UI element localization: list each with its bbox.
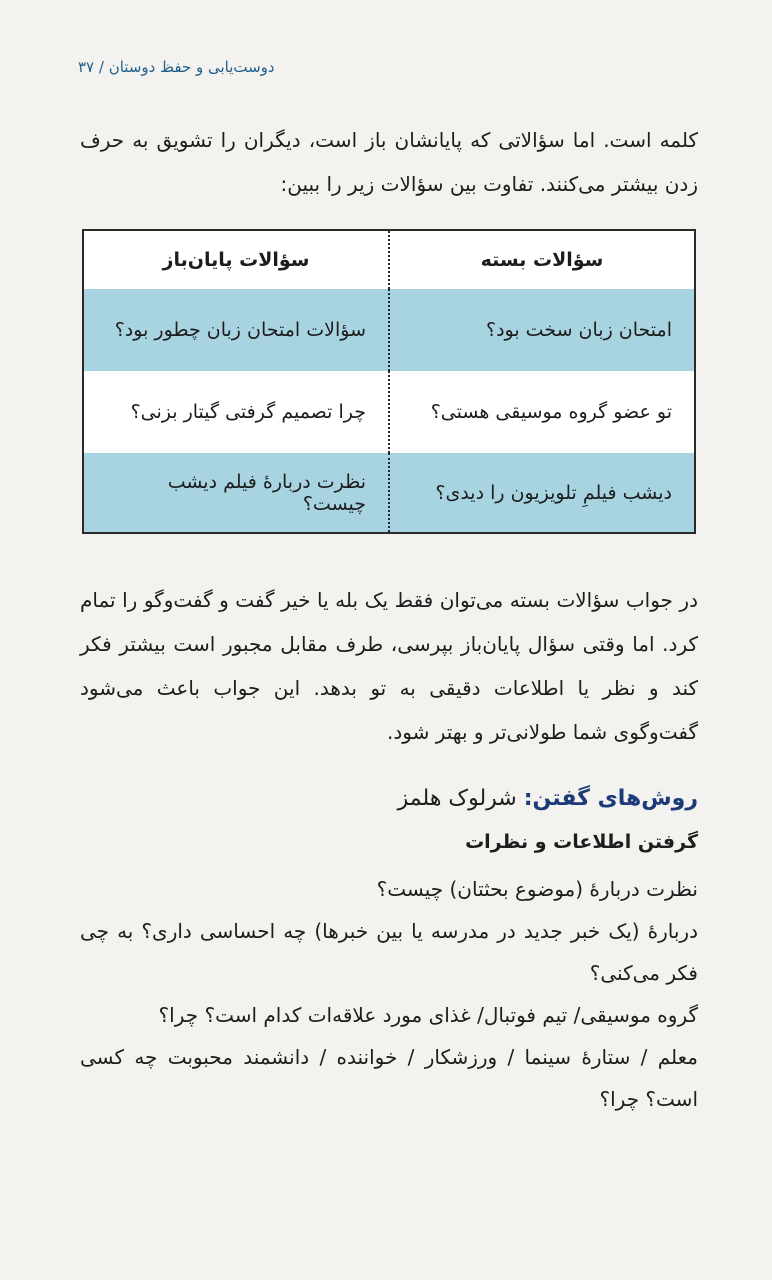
section-subheading: گرفتن اطلاعات و نظرات bbox=[465, 831, 698, 853]
question-list bbox=[80, 868, 698, 1120]
list-item: معلم / ستارهٔ سینما / ورزشکار / خواننده / دانشمند محبوبت چه کسی است؟ چرا؟ bbox=[80, 1045, 698, 1111]
closed-questions-header: سؤالات بسته bbox=[388, 231, 694, 289]
table-header-row bbox=[84, 231, 694, 289]
table-row bbox=[84, 371, 694, 453]
closed-question-cell: دیشب فیلمِ تلویزیون را دیدی؟ bbox=[388, 453, 694, 532]
open-questions-header: سؤالات پایان‌باز bbox=[162, 249, 310, 271]
section-heading bbox=[398, 786, 698, 811]
comparison-table bbox=[82, 229, 696, 534]
closed-question-cell: امتحان زبان سخت بود؟ bbox=[388, 289, 694, 371]
table-row bbox=[84, 289, 694, 371]
table-row bbox=[84, 453, 694, 532]
open-question-cell: چرا تصمیم گرفتی گیتار بزنی؟ bbox=[130, 401, 366, 423]
section-heading-name: شرلوک هلمز bbox=[397, 786, 517, 811]
open-question-cell: سؤالات امتحان زبان چطور بود؟ bbox=[114, 319, 366, 341]
explanation-paragraph: در جواب سؤالات بسته می‌توان فقط یک بله یا خیر گفت و گفت‌وگو را تمام کرد. اما وقتی سؤال پایان‌باز بپرسی، طرف مقابل مجبور است بیشتر فکر کند و نظر یا اطلاعات دقیقی به تو بدهد. این جواب باعث می‌شود گفت‌وگوی شما طولانی‌تر و بهتر شود. bbox=[80, 588, 698, 744]
list-item: نظرت دربارهٔ (موضوع بحثتان) چیست؟ bbox=[376, 877, 698, 901]
closed-question-cell: تو عضو گروه موسیقی هستی؟ bbox=[388, 371, 694, 453]
open-question-cell: نظرت دربارهٔ فیلم دیشب چیست؟ bbox=[167, 470, 366, 515]
intro-paragraph: کلمه است. اما سؤالاتی که پایانشان باز است، دیگران را تشویق به حرف زدن بیشتر می‌کنند. تفاوت بین سؤالات زیر را ببین: bbox=[80, 128, 698, 196]
running-head: دوست‌یابی و حفظ دوستان / ۳۷ bbox=[78, 58, 275, 76]
section-heading-label: روش‌های گفتن: bbox=[523, 786, 698, 811]
list-item: دربارهٔ (یک خبر جدید در مدرسه یا بین خبرها) چه احساسی داری؟ به چی فکر می‌کنی؟ bbox=[80, 919, 698, 985]
list-item: گروه موسیقی/ تیم فوتبال/ غذای مورد علاقه‌ات کدام است؟ چرا؟ bbox=[158, 1003, 698, 1027]
